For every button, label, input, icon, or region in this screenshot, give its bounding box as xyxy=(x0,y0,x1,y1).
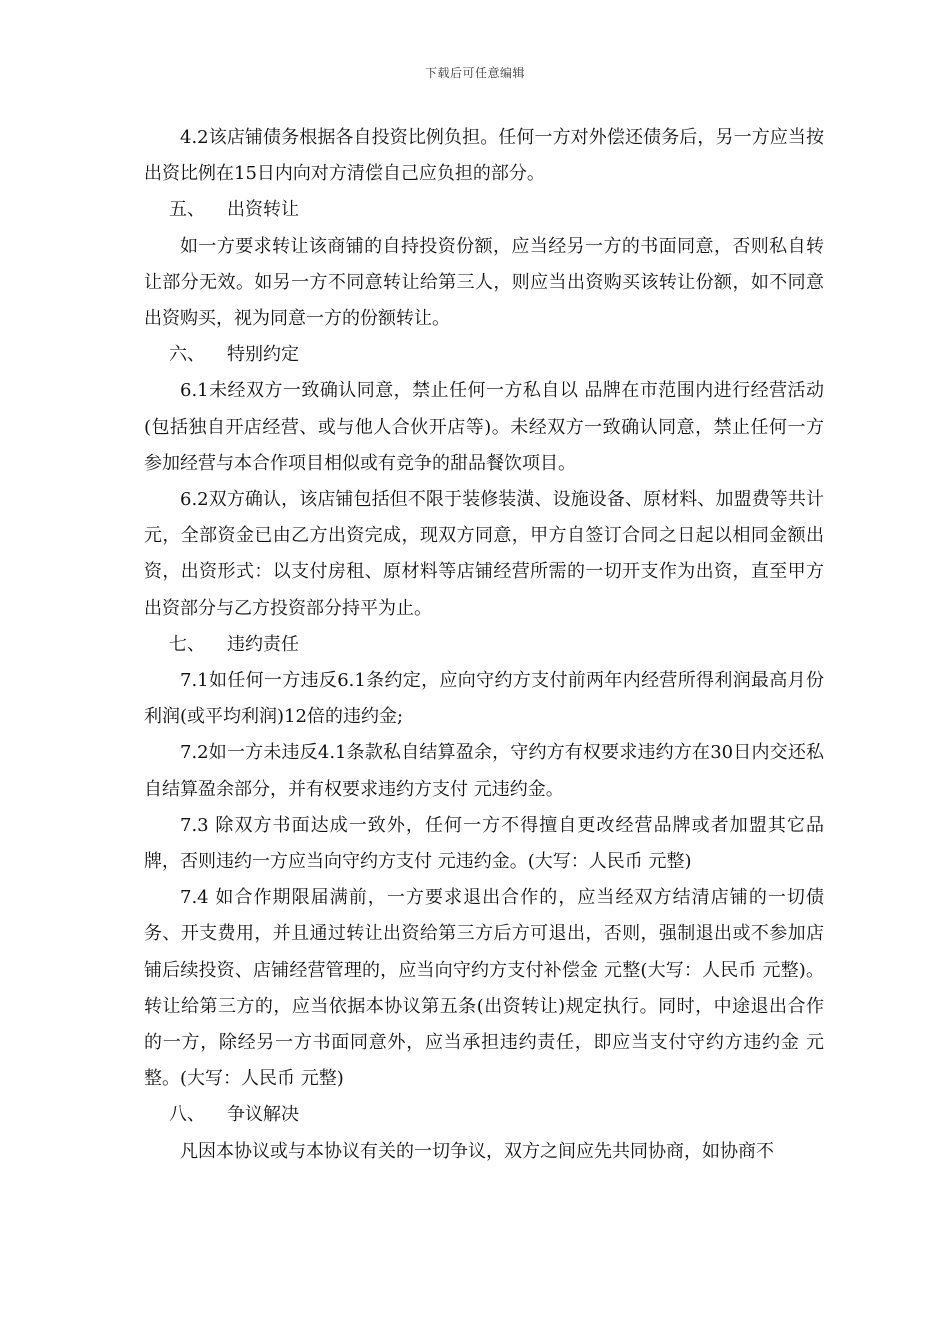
section-title: 特别约定 xyxy=(227,344,299,366)
paragraph-6-2: 6.2双方确认，该店铺包括但不限于装修装潢、设施设备、原材料、加盟费等共计 元，全部资金已由乙方出资完成，现双方同意，甲方自签订合同之日起以相同金额出资，出资形式：以支付房租、原材料等店铺经营所需的一切开支作为出资，直至甲方出资部分与乙方投资部分持平为止。 xyxy=(144,489,824,619)
section-heading-6 xyxy=(144,337,824,373)
section-number: 六、 xyxy=(169,344,205,366)
paragraph-7-2: 7.2如一方未违反4.1条款私自结算盈余，守约方有权要求违约方在30日内交还私自结算盈余部分，并有权要求违约方支付 元违约金。 xyxy=(144,742,824,800)
paragraph-7-3: 7.3 除双方书面达成一致外，任何一方不得擅自更改经营品牌或者加盟其它品牌，否则违约一方应当向守约方支付 元违约金。(大写：人民币 元整) xyxy=(144,814,824,873)
section-number: 七、 xyxy=(169,633,205,655)
paragraph-4-2: 4.2该店铺债务根据各自投资比例负担。任何一方对外偿还债务后，另一方应当按出资比例在15日内向对方清偿自己应负担的部分。 xyxy=(144,127,824,185)
section-number: 八、 xyxy=(169,1104,205,1126)
document-body xyxy=(144,120,824,1170)
paragraph-8: 凡因本协议或与本协议有关的一切争议，双方之间应先共同协商，如协商不 xyxy=(180,1140,774,1162)
paragraph-6-1: 6.1未经双方一致确认同意，禁止任何一方私自以 品牌在市范围内进行经营活动(包括独自开店经营、或与他人合伙开店等)。未经双方一致确认同意，禁止任何一方参加经营与本合作项目相似或有竞争的甜品餐饮项目。 xyxy=(144,380,824,474)
section-heading-8 xyxy=(144,1097,824,1133)
paragraph-7-1: 7.1如任何一方违反6.1条约定，应向守约方支付前两年内经营所得利润最高月份利润(或平均利润)12倍的违约金; xyxy=(144,670,824,728)
paragraph-7-4: 7.4 如合作期限届满前，一方要求退出合作的，应当经双方结清店铺的一切债务、开支费用，并且通过转让出资给第三方后方可退出，否则，强制退出或不参加店铺后续投资、店铺经营管理的，应当向守约方支付补偿金 元整(大写：人民币 元整)。转让给第三方的，应当依据本协议第五条(出资转让)规定执行。同时，中途退出合作的一方，除经另一方书面同意外，应当承担违约责任，即应当支付守约方违约金 元整。(大写：人民币 元整) xyxy=(144,887,824,1090)
section-title: 争议解决 xyxy=(227,1104,299,1126)
page-header-note: 下载后可任意编辑 xyxy=(424,66,525,80)
section-heading-7 xyxy=(144,627,824,663)
section-number: 五、 xyxy=(169,199,205,221)
section-title: 违约责任 xyxy=(227,633,299,655)
paragraph-5: 如一方要求转让该商铺的自持投资份额，应当经另一方的书面同意，否则私自转让部分无效。如另一方不同意转让给第三人，则应当出资购买该转让份额，如不同意出资购买，视为同意一方的份额转让。 xyxy=(144,235,824,330)
section-heading-5 xyxy=(144,192,824,228)
section-title: 出资转让 xyxy=(227,199,299,221)
